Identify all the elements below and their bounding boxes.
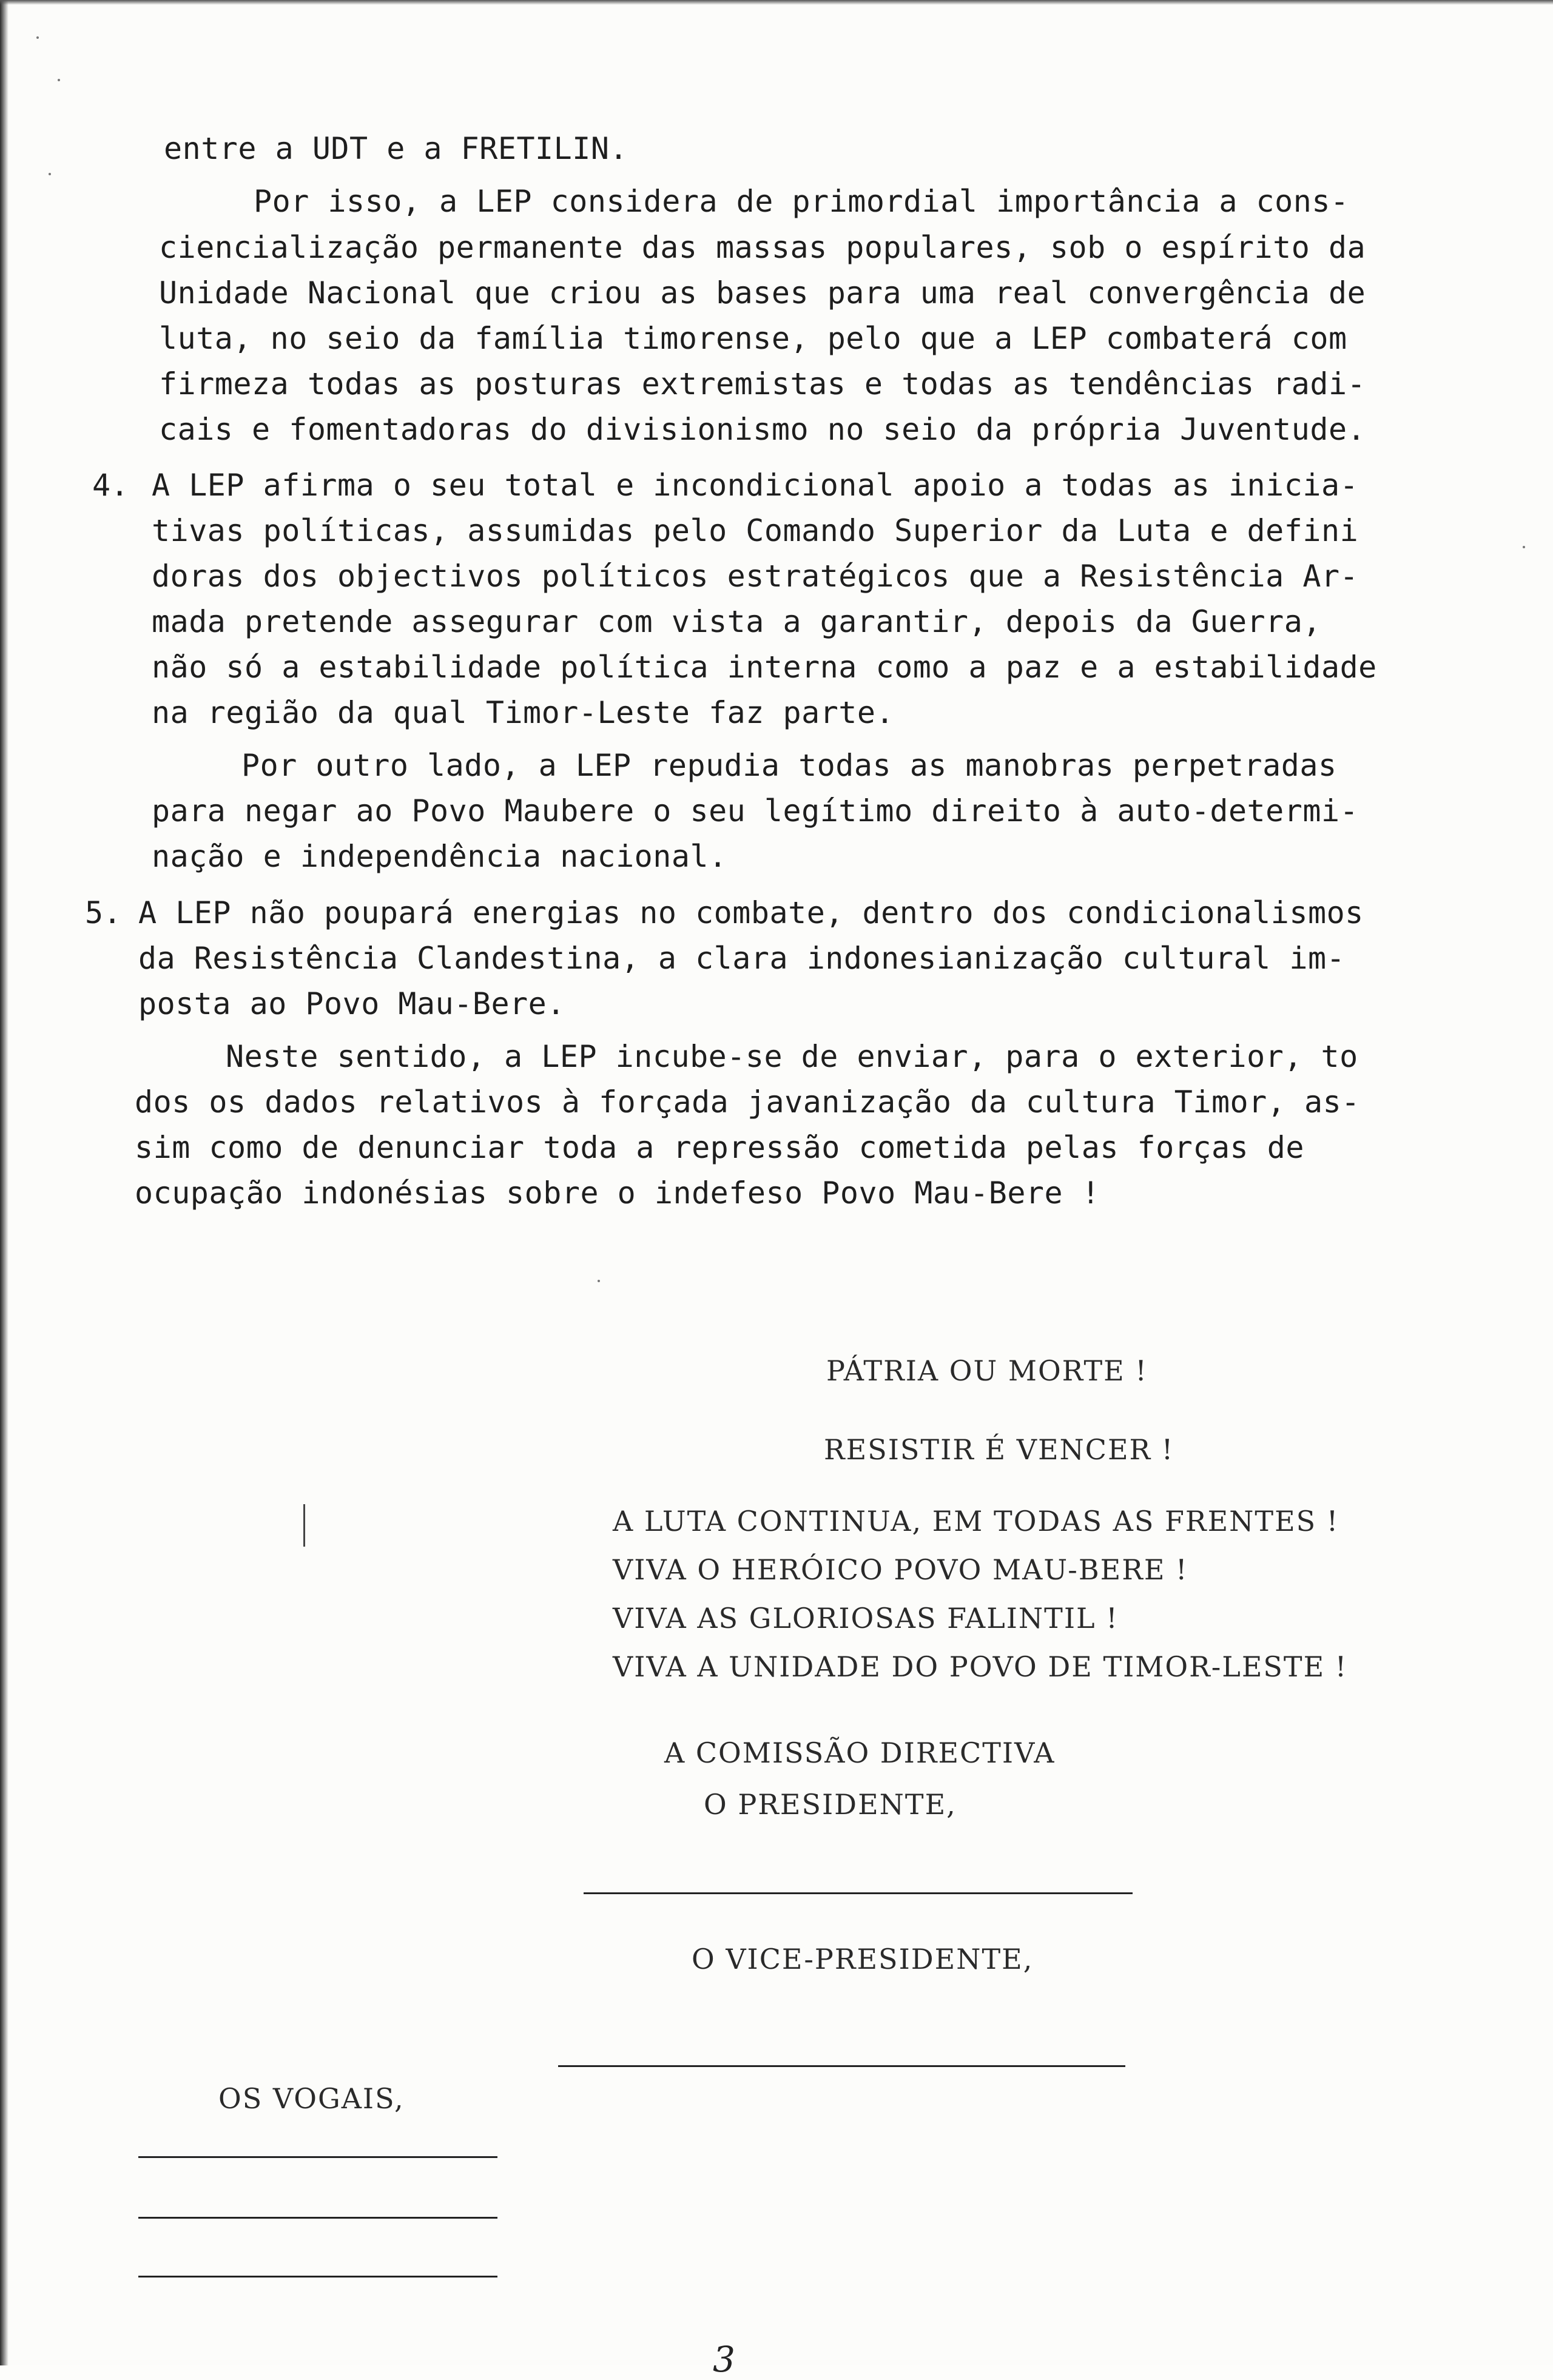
paragraph-line: da Resistência Clandestina, a clara indonesianização cultural im-	[138, 941, 1346, 976]
scan-speck	[49, 173, 51, 175]
opening-line: entre a UDT e a FRETILIN.	[164, 131, 628, 166]
member-signature-line	[138, 2217, 497, 2219]
scan-speck	[1523, 546, 1525, 548]
paragraph-line: na região da qual Timor-Leste faz parte.	[152, 695, 895, 730]
president-signature-line	[584, 1892, 1133, 1894]
president-label: O PRESIDENTE,	[704, 1788, 957, 1821]
paragraph-line: ocupação indonésias sobre o indefeso Povo Mau-Bere !	[135, 1175, 1100, 1211]
scan-speck	[36, 36, 39, 39]
scan-edge	[0, 0, 8, 2365]
scan-speck	[598, 1280, 600, 1282]
item-number: 4.	[92, 468, 129, 503]
scan-speck	[58, 79, 60, 81]
vice-president-label: O VICE-PRESIDENTE,	[692, 1943, 1034, 1975]
motto-patria-ou-morte: PÁTRIA OU MORTE !	[826, 1354, 1148, 1387]
item-number: 5.	[85, 895, 122, 930]
slogan-line: VIVA AS GLORIOSAS FALINTIL !	[613, 1602, 1119, 1635]
paragraph-line: Neste sentido, a LEP incube-se de enviar, para o exterior, to	[226, 1039, 1358, 1074]
paragraph-line: luta, no seio da família timorense, pelo que a LEP combaterá com	[159, 321, 1347, 356]
slogan-line: A LUTA CONTINUA, EM TODAS AS FRENTES !	[613, 1505, 1339, 1538]
page-number: 3	[713, 2339, 735, 2380]
paragraph-line: ciencialização permanente das massas populares, sob o espírito da	[159, 230, 1366, 265]
paragraph-line: dos os dados relativos à forçada javanização da cultura Timor, as-	[135, 1084, 1360, 1120]
commission-heading: A COMISSÃO DIRECTIVA	[664, 1736, 1056, 1769]
paragraph-line: A LEP não poupará energias no combate, dentro dos condicionalismos	[138, 895, 1364, 930]
paragraph-line: posta ao Povo Mau-Bere.	[138, 986, 565, 1021]
paragraph-line: firmeza todas as posturas extremistas e todas as tendências radi-	[159, 366, 1366, 402]
paragraph-line: não só a estabilidade política interna como a paz e a estabilidade	[152, 650, 1377, 685]
paragraph-line: A LEP afirma o seu total e incondicional apoio a todas as inicia-	[152, 468, 1359, 503]
paragraph-line: mada pretende assegurar com vista a garantir, depois da Guerra,	[152, 604, 1321, 639]
slogan-line: VIVA A UNIDADE DO POVO DE TIMOR-LESTE !	[613, 1650, 1348, 1683]
member-signature-line	[138, 2276, 497, 2277]
paragraph-line: Por outro lado, a LEP repudia todas as manobras perpetradas	[241, 748, 1337, 783]
motto-resistir-e-vencer: RESISTIR É VENCER !	[824, 1433, 1174, 1466]
paragraph-line: doras dos objectivos políticos estratégicos que a Resistência Ar-	[152, 559, 1359, 594]
paragraph-line: sim como de denunciar toda a repressão cometida pelas forças de	[135, 1130, 1304, 1165]
paragraph-line: para negar ao Povo Maubere o seu legítimo direito à auto-determi-	[152, 793, 1359, 829]
paragraph-line: Unidade Nacional que criou as bases para uma real convergência de	[159, 275, 1366, 311]
members-label: OS VOGAIS,	[218, 2082, 405, 2115]
paragraph-line: tivas políticas, assumidas pelo Comando Superior da Luta e defini	[152, 513, 1359, 548]
scan-edge-top	[0, 0, 1553, 5]
paragraph-line: nação e independência nacional.	[152, 839, 727, 874]
slogan-line: VIVA O HERÓICO POVO MAU-BERE !	[613, 1553, 1188, 1586]
paragraph-line: cais e fomentadoras do divisionismo no seio da própria Juventude.	[159, 412, 1366, 447]
margin-mark	[303, 1504, 305, 1547]
member-signature-line	[138, 2156, 497, 2158]
vice-president-signature-line	[558, 2065, 1125, 2067]
paragraph-line: Por isso, a LEP considera de primordial importância a cons-	[254, 184, 1349, 219]
